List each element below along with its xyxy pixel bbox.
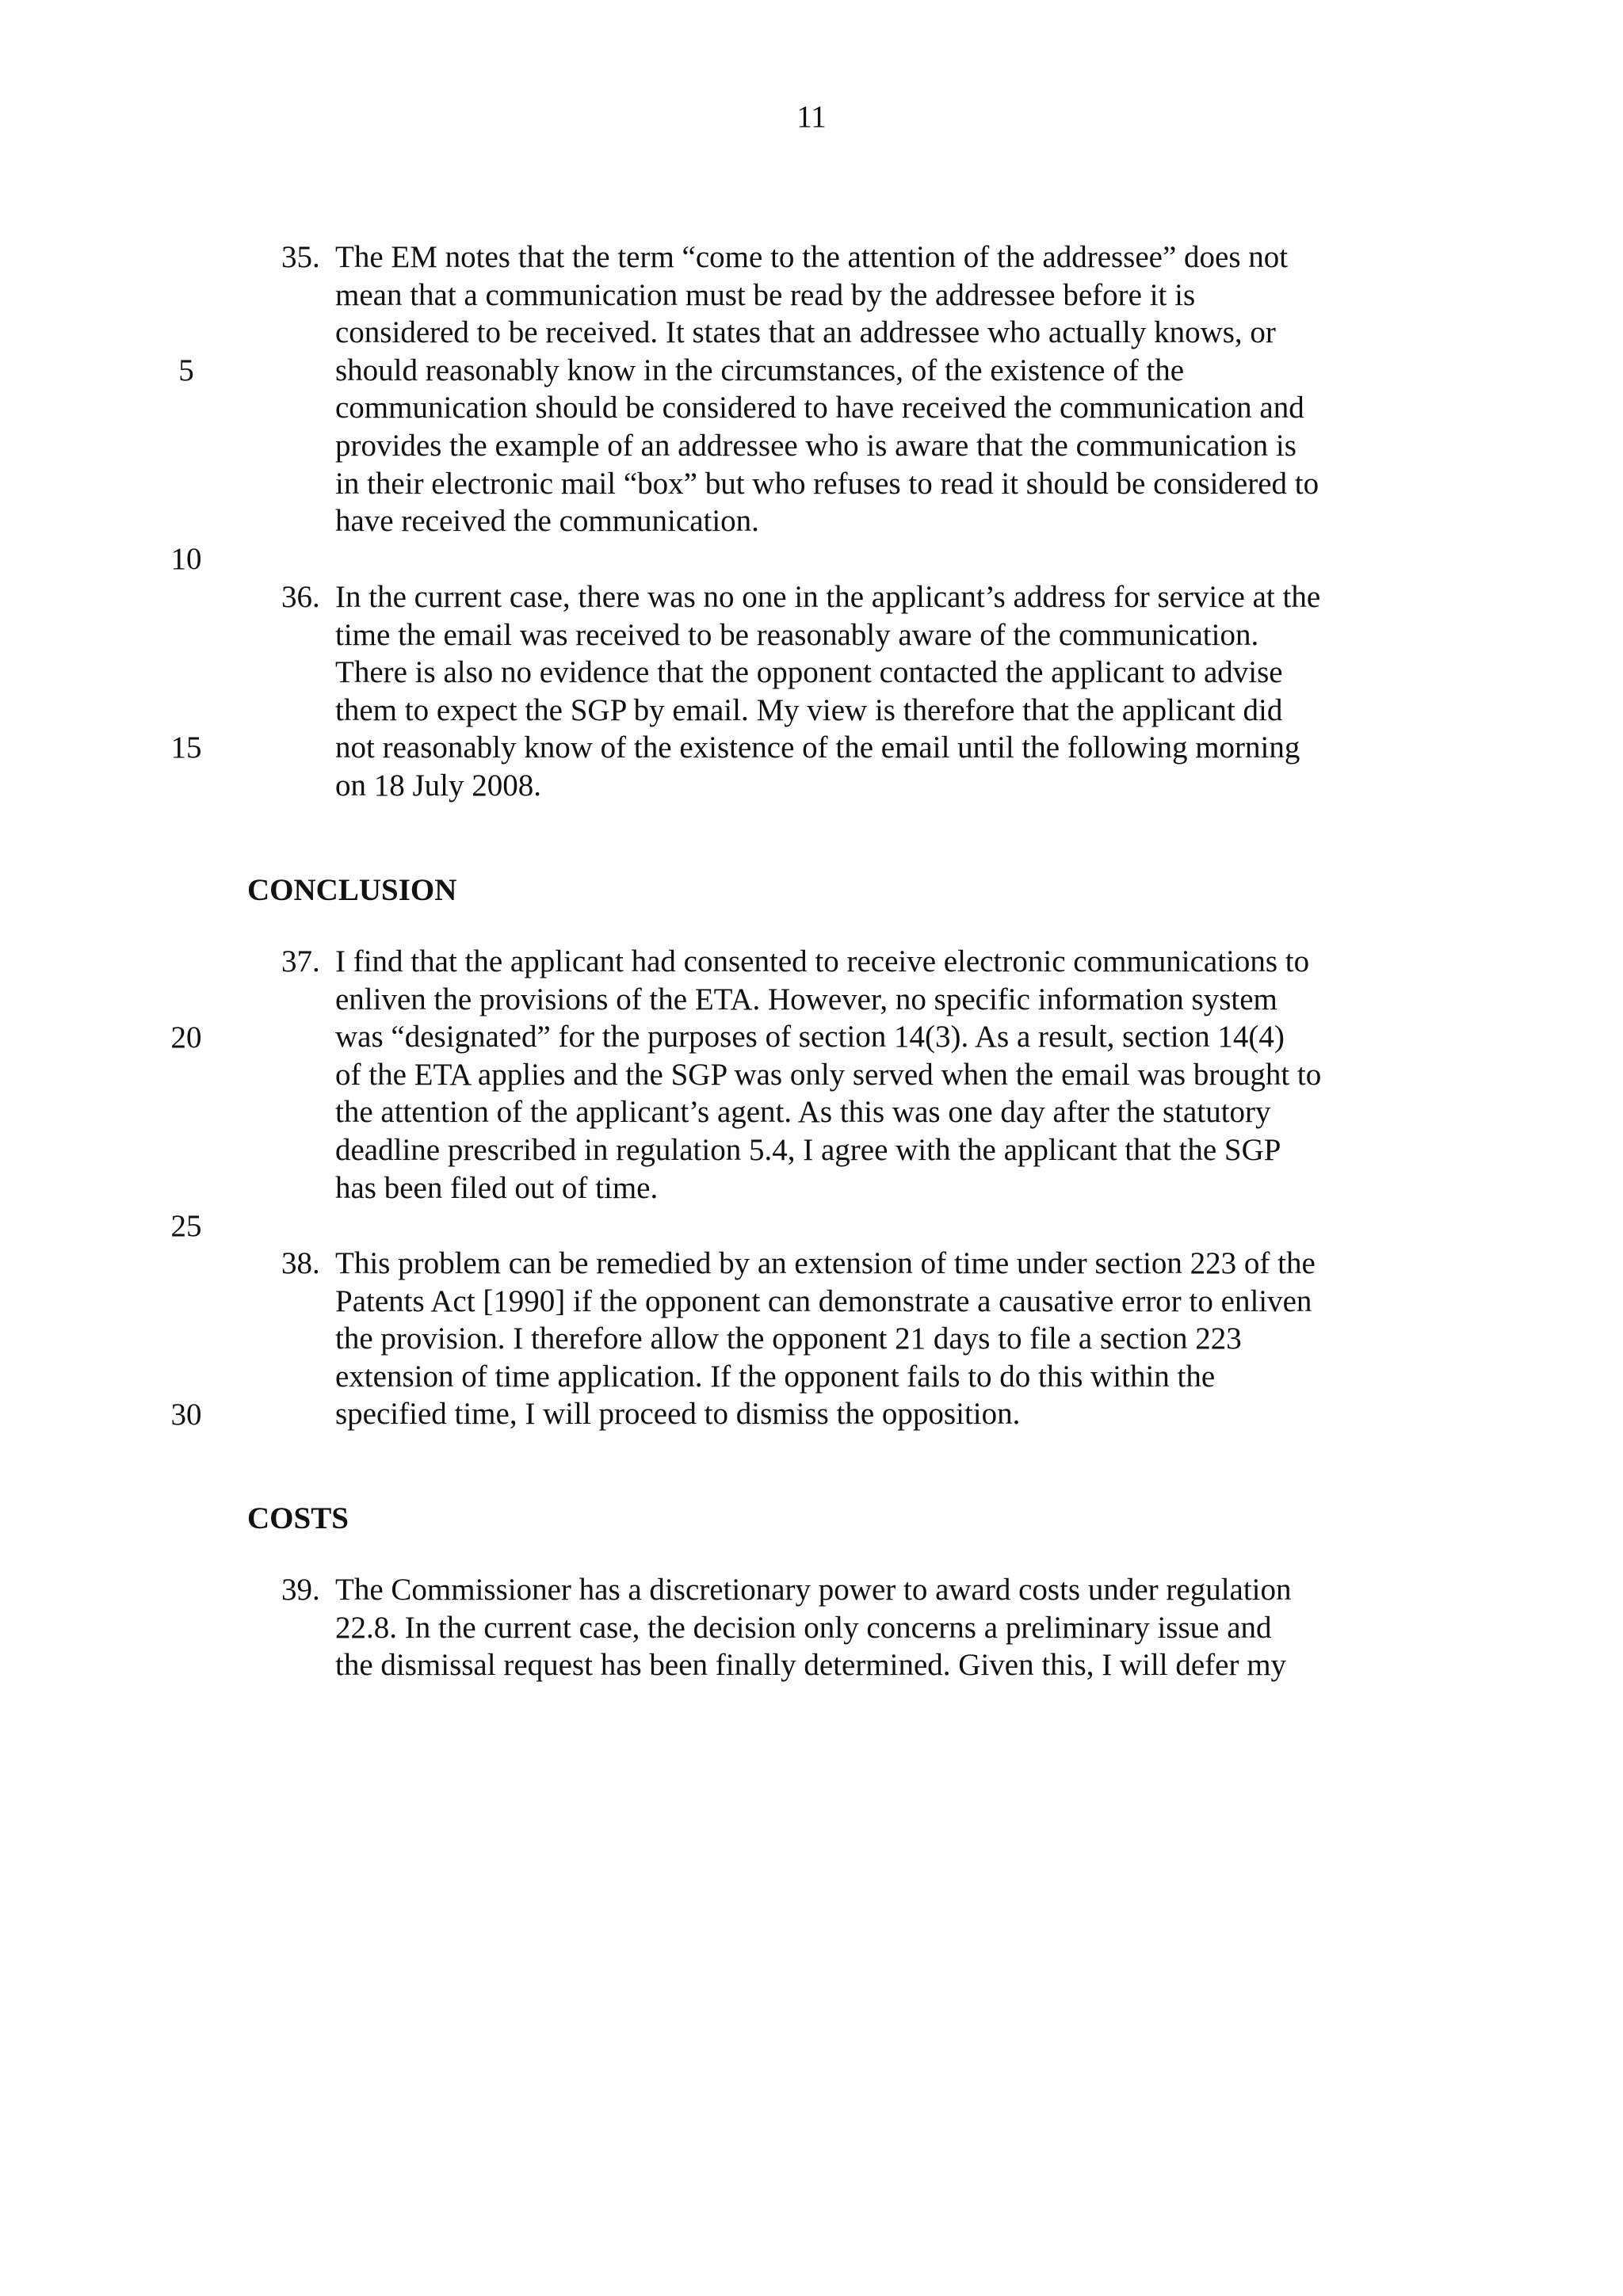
paragraph-39 <box>281 1571 1391 1684</box>
paragraph-number: 38. <box>281 1246 320 1280</box>
paragraph-text: This problem can be remedied by an extension of time under section 223 of the Patents Act [1990] if the opponent can demonstrate a causative error to enliven the provision. I therefore allow the opponent 21 days to file a section 223 extension of time application. If the opponent fails to do this within the specified time, I will proceed to dismiss the opposition. <box>335 1246 1316 1432</box>
page-number: 11 <box>796 100 827 134</box>
paragraph-text: In the current case, there was no one in the applicant’s address for service at the time the email was received to be reasonably aware of the communication. There is also no evidence that the opponent contacted the applicant to advise them to expect the SGP by email. My view is therefore that the applicant did not reasonably know of the existence of the email until the following morning on 18 July 2008. <box>335 580 1321 803</box>
line-number: 25 <box>170 1209 202 1243</box>
line-number: 15 <box>170 730 202 765</box>
paragraph-37 <box>281 943 1391 1207</box>
paragraph-number: 39. <box>281 1573 320 1607</box>
line-number: 30 <box>170 1398 202 1432</box>
line-number: 20 <box>170 1020 202 1055</box>
line-number: 10 <box>170 542 202 576</box>
paragraph-text: The Commissioner has a discretionary power to award costs under regulation 22.8. In the current case, the decision only concerns a preliminary issue and the dismissal request has been finally determined. Given this, I will defer my <box>335 1573 1292 1683</box>
paragraph-number: 37. <box>281 944 320 978</box>
section-heading-costs: COSTS <box>247 1501 349 1535</box>
section-heading-conclusion: CONCLUSION <box>247 873 457 907</box>
paragraph-35 <box>281 238 1391 540</box>
line-number: 5 <box>178 353 194 387</box>
paragraph-36 <box>281 578 1391 805</box>
paragraph-38 <box>281 1245 1391 1433</box>
paragraph-text: The EM notes that the term “come to the attention of the addressee” does not mean that a communication must be read by the addressee before it is considered to be received. It states that an addressee who actually knows, or should reasonably know in the circumstances, of the existence of the communication should be considered to have received the communication and provides the example of an addressee who is aware that the communication is in their electronic mail “box” but who refuses to read it should be considered to have received the communication. <box>335 240 1319 539</box>
paragraph-text: I find that the applicant had consented to receive electronic communications to enliven the provisions of the ETA. However, no specific information system was “designated” for the purposes of section 14(3). As a result, section 14(4) of the ETA applies and the SGP was only served when the email was brought to the attention of the applicant’s agent. As this was one day after the statutory deadline prescribed in regulation 5.4, I agree with the applicant that the SGP has been filed out of time. <box>335 944 1322 1205</box>
paragraph-number: 35. <box>281 240 320 274</box>
paragraph-number: 36. <box>281 580 320 614</box>
